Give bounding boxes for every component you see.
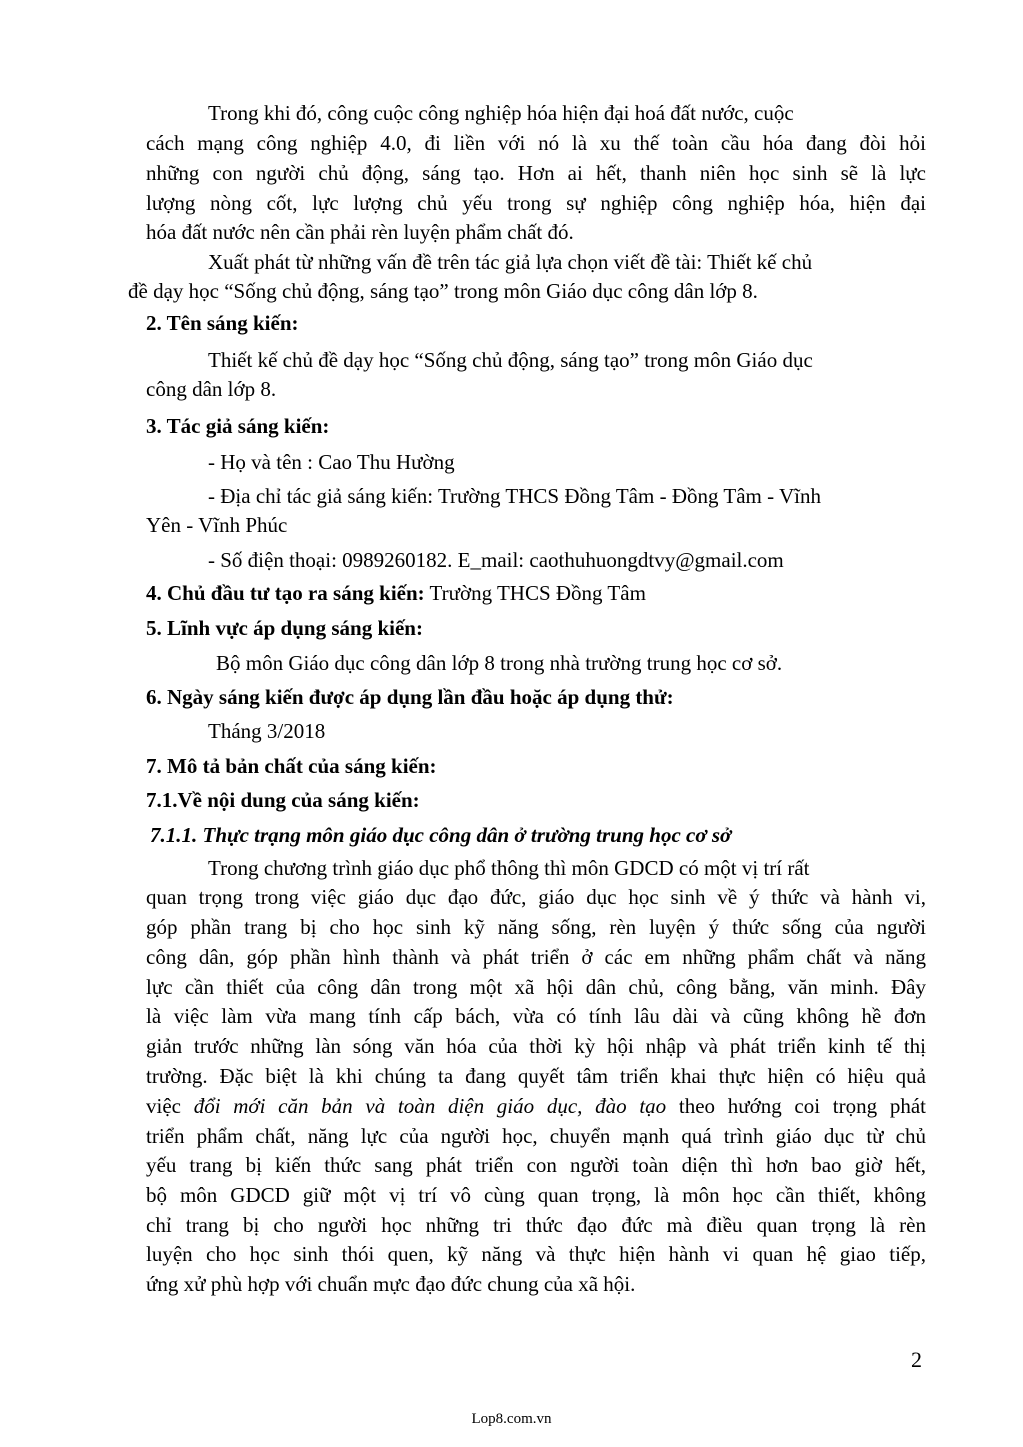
body-text-line: Thiết kế chủ đề dạy học “Sống chủ động, sáng tạo” trong môn Giáo dục — [208, 348, 813, 372]
body-text-line: góp phần trang bị cho học sinh kỹ năng sống, rèn luyện ý thức sống của người — [146, 915, 926, 939]
author-contact: - Số điện thoại: 0989260182. E_mail: caothuhuongdtvy@gmail.com — [208, 548, 784, 572]
field-value: Bộ môn Giáo dục công dân lớp 8 trong nhà trường trung học cơ sở. — [216, 651, 783, 675]
body-text-line: lực cần thiết của công dân trong một xã hội dân chủ, công bằng, văn minh. Đây — [146, 975, 926, 999]
page-number: 2 — [911, 1347, 922, 1372]
investor-value: Trường THCS Đồng Tâm — [424, 581, 646, 605]
body-text-line: luyện cho học sinh thói quen, kỹ năng và thực hiện hành vi quan hệ giao tiếp, — [146, 1242, 926, 1266]
body-text-line: giản trước những làn sóng văn hóa của thời kỳ hội nhập và phát triển kinh tế thị — [146, 1034, 926, 1058]
emphasis-text: đổi mới căn bản và toàn diện giáo dục, đào tạo — [193, 1094, 667, 1118]
subsection-heading: 7.1.Về nội dung của sáng kiến: — [146, 788, 420, 812]
body-text-line: công dân lớp 8. — [146, 377, 277, 401]
body-text-line: triển phẩm chất, năng lực của người học, chuyển mạnh quá trình giáo dục từ chủ — [146, 1124, 926, 1148]
mixed-text: việc — [146, 1094, 194, 1118]
author-address: Yên - Vĩnh Phúc — [146, 513, 288, 537]
body-text-line: công dân, góp phần hình thành và phát triển ở các em những phẩm chất và năng — [146, 945, 926, 969]
mixed-text: theo hướng coi trọng phát — [666, 1094, 926, 1118]
body-text-line: hóa đất nước nên cần phải rèn luyện phẩm chất đó. — [146, 220, 574, 244]
investor-line — [146, 579, 646, 607]
footer-watermark: Lop8.com.vn — [471, 1411, 552, 1427]
body-text-line: bộ môn GDCD giữ một vị trí vô cùng quan trọng, là môn học cần thiết, không — [146, 1183, 926, 1207]
body-text-line: trường. Đặc biệt là khi chúng ta đang quyết tâm triển khai thực hiện có hiệu quả — [146, 1064, 926, 1088]
section-heading: 4. Chủ đầu tư tạo ra sáng kiến: — [146, 581, 425, 605]
body-text-line: Xuất phát từ những vấn đề trên tác giả lựa chọn viết đề tài: Thiết kế chủ — [208, 250, 813, 274]
body-text-line: ứng xử phù hợp với chuẩn mực đạo đức chung của xã hội. — [146, 1272, 636, 1296]
section-heading: 7. Mô tả bản chất của sáng kiến: — [146, 754, 437, 778]
author-name: - Họ và tên : Cao Thu Hường — [208, 450, 455, 474]
section-heading: 6. Ngày sáng kiến được áp dụng lần đầu hoặc áp dụng thử: — [146, 685, 674, 709]
body-text-line: cách mạng công nghiệp 4.0, đi liền với nó là xu thế toàn cầu hóa đang đòi hỏi — [146, 131, 926, 155]
section-heading: 5. Lĩnh vực áp dụng sáng kiến: — [146, 616, 423, 640]
body-text-line: là việc làm vừa mang tính cấp bách, vừa có tính lâu dài và cũng không hề đơn — [146, 1004, 926, 1028]
field-value: Tháng 3/2018 — [208, 719, 326, 743]
body-text-line: Trong khi đó, công cuộc công nghiệp hóa hiện đại hoá đất nước, cuộc — [208, 101, 794, 125]
subsection-heading: 7.1.1. Thực trạng môn giáo dục công dân ở trường trung học cơ sở — [150, 823, 732, 847]
body-text-line: yếu trang bị kiến thức sang phát triển con người toàn diện thì hơn bao giờ hết, — [146, 1153, 926, 1177]
body-text-line: chỉ trang bị cho người học những tri thức đạo đức mà điều quan trọng là rèn — [146, 1213, 926, 1237]
body-text-line: những con người chủ động, sáng tạo. Hơn ai hết, thanh niên học sinh sẽ là lực — [146, 161, 926, 185]
author-address: - Địa chỉ tác giả sáng kiến: Trường THCS Đồng Tâm - Đồng Tâm - Vĩnh — [208, 484, 821, 508]
body-text-line: Trong chương trình giáo dục phổ thông thì môn GDCD có một vị trí rất — [208, 856, 810, 880]
section-heading: 2. Tên sáng kiến: — [146, 311, 299, 335]
body-text-line: quan trọng trong việc giáo dục đạo đức, giáo dục học sinh về ý thức và hành vi, — [146, 885, 926, 909]
body-text-line: lượng nòng cốt, lực lượng chủ yếu trong sự nghiệp công nghiệp hóa, hiện đại — [146, 191, 926, 215]
body-text-line — [146, 1092, 926, 1120]
section-heading: 3. Tác giả sáng kiến: — [146, 414, 330, 438]
body-text-line: đề dạy học “Sống chủ động, sáng tạo” trong môn Giáo dục công dân lớp 8. — [128, 279, 758, 303]
